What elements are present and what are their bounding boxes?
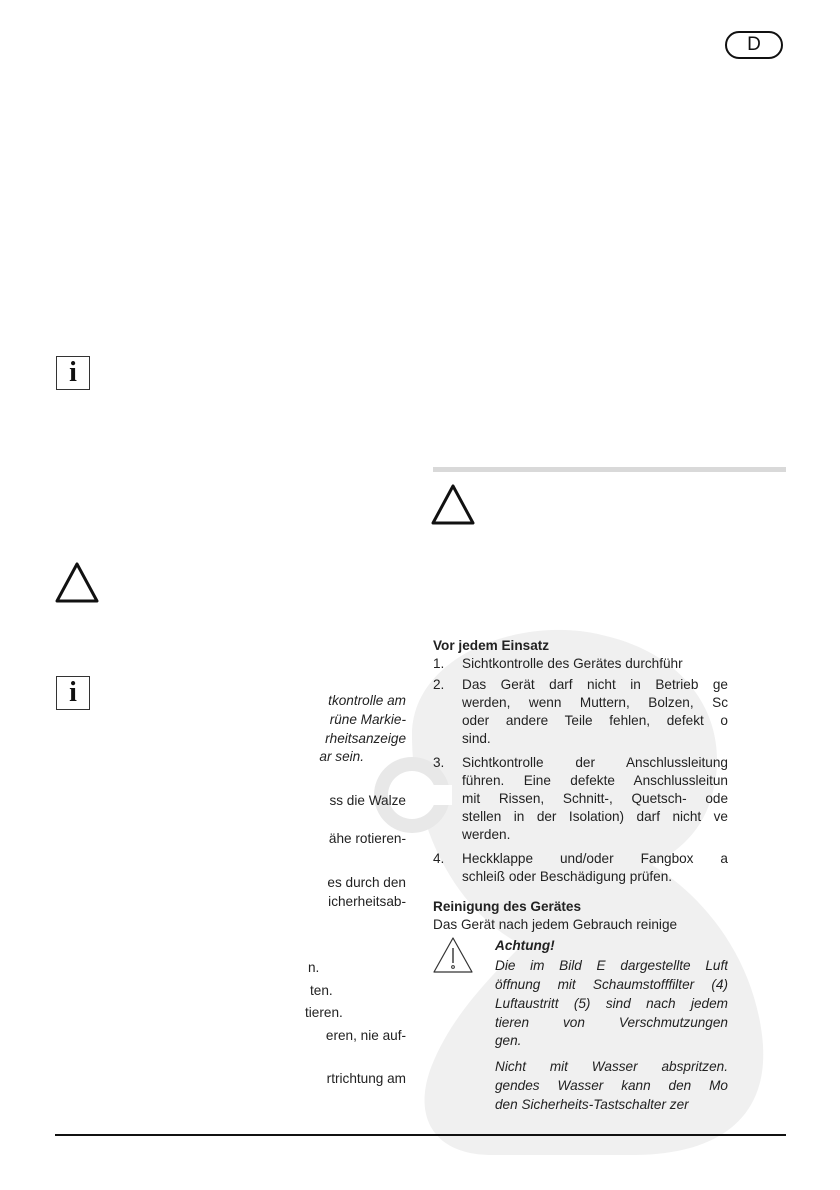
warning-triangle-icon: [430, 483, 476, 526]
list-item: Heckklappe und/oder Fangbox a: [462, 851, 728, 866]
text-fragment: ähe rotieren-: [328, 831, 406, 846]
list-item: Sichtkontrolle der Anschlussleitung: [462, 755, 728, 770]
text-fragment: icherheitsab-: [328, 894, 406, 909]
footer-rule: [55, 1134, 786, 1136]
list-item: führen. Eine defekte Anschlussleitun: [462, 773, 728, 788]
text-fragment: tkontrolle am: [328, 693, 406, 708]
caution-text: Die im Bild E dargestellte Luft: [495, 958, 728, 973]
text-fragment: tieren.: [305, 1005, 343, 1020]
text-fragment: ss die Walze: [329, 793, 406, 808]
info-icon: i: [56, 676, 90, 710]
caution-title: Achtung!: [495, 938, 555, 953]
text-fragment: rüne Markie-: [329, 712, 406, 727]
caution-text: öffnung mit Schaumstofffilter (4): [495, 977, 728, 992]
section-heading: Vor jedem Einsatz: [433, 638, 550, 653]
list-number: 2.: [433, 677, 445, 692]
list-item: mit Rissen, Schnitt-, Quetsch- ode: [462, 791, 728, 806]
exclamation-triangle-icon: [432, 936, 474, 974]
caution-text: gen.: [495, 1033, 522, 1048]
text-fragment: eren, nie auf-: [325, 1028, 406, 1043]
list-item: schleiß oder Beschädigung prüfen.: [462, 869, 673, 884]
caution-text: gendes Wasser kann den Mo: [495, 1078, 728, 1093]
list-number: 3.: [433, 755, 445, 770]
list-number: 4.: [433, 851, 445, 866]
paragraph: Das Gerät nach jedem Gebrauch reinige: [433, 917, 678, 932]
list-number: 1.: [433, 656, 445, 671]
text-fragment: rtrichtung am: [326, 1071, 406, 1086]
section-heading: Reinigung des Gerätes: [433, 899, 582, 914]
list-item: oder andere Teile fehlen, defekt o: [462, 713, 728, 728]
info-icon: i: [56, 356, 90, 390]
text-fragment: ten.: [310, 983, 333, 998]
list-item: stellen in der Isolation) darf nicht ve: [462, 809, 728, 824]
text-fragment: es durch den: [327, 875, 406, 890]
list-item: werden.: [462, 827, 511, 842]
caution-text: tieren von Verschmutzungen: [495, 1015, 728, 1030]
list-item: sind.: [462, 731, 491, 746]
language-badge: D: [725, 31, 783, 59]
text-fragment: ar sein.: [319, 749, 364, 764]
list-item: werden, wenn Muttern, Bolzen, Sc: [462, 695, 728, 710]
list-item: Sichtkontrolle des Gerätes durchführ: [462, 656, 683, 671]
text-fragment: n.: [308, 960, 320, 975]
warning-triangle-icon: [54, 561, 100, 604]
caution-text: den Sicherheits-Tastschalter zer: [495, 1097, 689, 1112]
caution-text: Nicht mit Wasser abspritzen.: [495, 1059, 728, 1074]
list-item: Das Gerät darf nicht in Betrieb ge: [462, 677, 728, 692]
text-fragment: rheitsanzeige: [325, 731, 406, 746]
caution-text: Luftaustritt (5) sind nach jedem: [495, 996, 728, 1011]
section-divider: [433, 467, 786, 472]
